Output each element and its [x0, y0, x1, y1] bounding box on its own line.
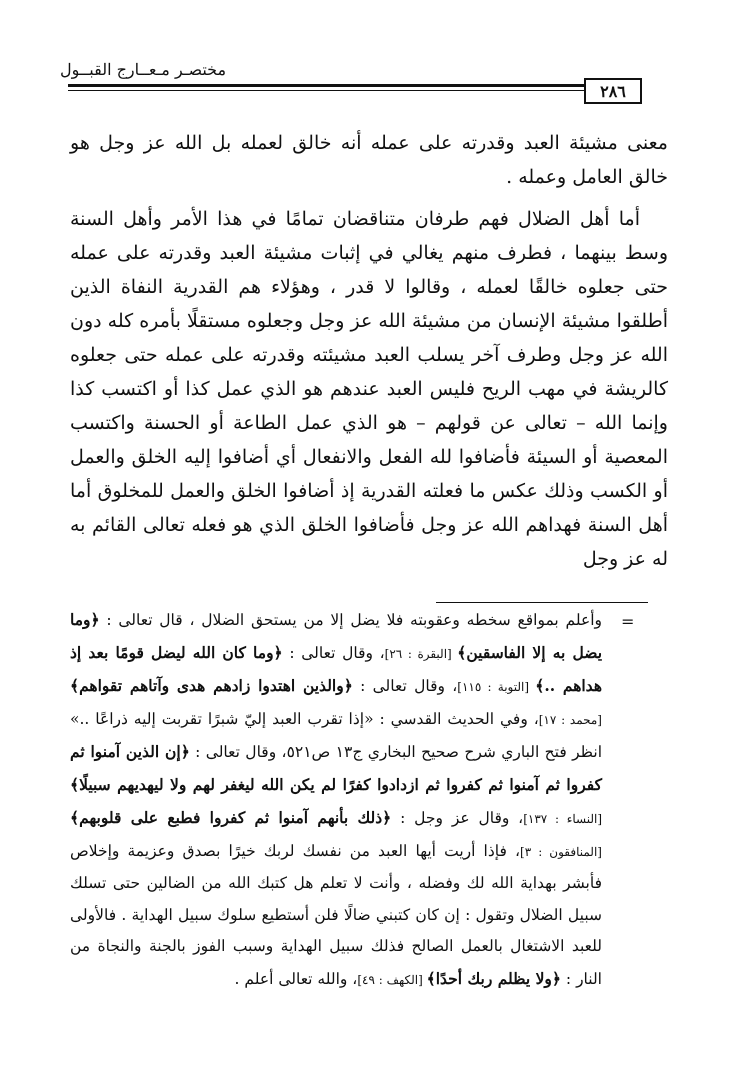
- running-header-title: مختصـر مـعــارج القبــول: [60, 60, 227, 79]
- verse-reference: [محمد : ١٧]: [538, 712, 602, 727]
- footnote-text: ، والله تعالى أعلم .: [234, 969, 358, 988]
- paragraph-1: معنى مشيئة العبد وقدرته على عمله أنه خالق لعمله بل الله عز وجل هو خالق العامل وعمله .: [70, 132, 668, 188]
- verse-reference: [التوبة : ١١٥]: [457, 680, 536, 694]
- verse-reference: [البقرة : ٢٦]: [384, 646, 458, 661]
- footnote-continuation-marker: =: [621, 612, 635, 631]
- header-rule-thin: [68, 90, 586, 91]
- page-number: ٢٨٦: [584, 78, 642, 104]
- verse-reference: [الكهف : ٤٩]: [357, 972, 427, 987]
- footnote-text: ، وقال تعالى :: [352, 677, 458, 695]
- paragraph-2: أما أهل الضلال فهم طرفان متناقضان تمامًا في هذا الأمر وأهل السنة وسط بينهما ، فطرف منهم يغالي في إثبات مشيئة العبد وقدرته على عمله حتى جعلوه خالقًا لعمله ، وقالوا لا قدر ، وهؤلاء هم القدرية النفاة الذين أطلقوا مشيئة الإنسان من مشيئة الله عز وجل وجعلوه مستقلًا بأمره كله دون الله عز وجل وطرف آخر يسلب العبد مشيئته وقدرته على عمله حتى جعلوه كالريشة في مهب الريح فليس العبد عندهم هو الذي عمل كذا أو اكتسب كذا وإنما الله – تعالى عن قولهم – هو الذي عمل الطاعة أو الحسنة واكتسب المعصية أو السيئة فأضافوا لله الفعل والانفعال أي أضافوا إليه الخلق والعمل أو الكسب وذلك عكس ما فعلته القدرية إذ أضافوا الخلق والعمل للمخلوق أما أهل السنة فهداهم الله عز وجل فأضافوا الخلق الذي هو فعله تعالى القائم به له عز وجل: [70, 208, 668, 570]
- quran-quote: ﴿وما يضل به إلا الفاسقين﴾: [70, 610, 603, 662]
- verse-reference: [النساء : ١٣٧]: [523, 812, 603, 826]
- quran-quote: ﴿وما كان الله ليضل قومًا بعد إذ هداهم ..﴾: [70, 642, 602, 695]
- quran-quote: ﴿ولا يظلم ربك أحدًا﴾: [426, 968, 561, 988]
- footnote-text: ، فإذا أريت أيها العبد من نفسك لربك خيرًا بصدق وعزيمة وإخلاص فأبشر بهداية الله لك وفضله ، وأنت لا تعلم هل كتبك الله من الضالين حتى تسلك سبيل الضلال وتقول : إن كان كتبني ضالًا فلن أستطيع سلوك سبيل الهداية . فالأولى للعبد الاشتغال بالعمل الصالح فذلك سبيل الهداية وسبب الفوز بالجنة والنجاة من النار :: [70, 841, 602, 988]
- header-rule-thick: [68, 84, 586, 87]
- quran-quote: ﴿ذلك بأنهم آمنوا ثم كفروا فطبع على قلوبهم﴾: [70, 808, 392, 827]
- footnote: [70, 604, 602, 996]
- footnote-text: ، وفي الحديث القدسي : «إذا تقرب العبد إليّ شبرًا تقربت إليه ذراعًا ..» انظر فتح الباري شرح صحيح البخاري ج١٣ ص٥٢١، وقال تعالى :: [70, 709, 603, 761]
- footnote-text: ، وقال عز وجل :: [391, 809, 524, 827]
- quran-quote: ﴿والذين اهتدوا زادهم هدى وآتاهم تقواهم﴾: [70, 676, 353, 695]
- verse-reference: [المنافقون : ٣]: [520, 844, 602, 859]
- footnote-separator: [436, 602, 648, 603]
- footnote-text: ، وقال تعالى :: [282, 643, 385, 662]
- main-text: [70, 126, 668, 576]
- footnote-text: وأعلم بمواقع سخطه وعقوبته فلا يضل إلا من يستحق الضلال ، قال تعالى :: [99, 611, 602, 629]
- quran-quote: ﴿إن الذين آمنوا ثم كفروا ثم آمنوا ثم كفروا ثم ازدادوا كفرًا لم يكن الله ليغفر لهم ولا ليهديهم سبيلًا﴾: [70, 742, 602, 794]
